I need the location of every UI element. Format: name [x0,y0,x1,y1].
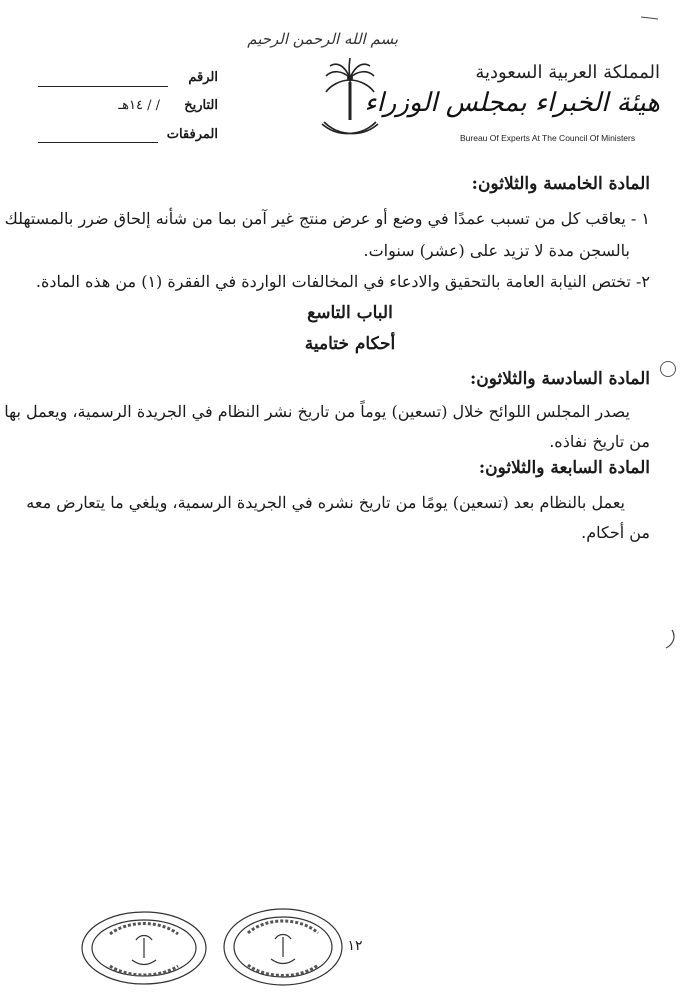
article-35-item-1-line-2: بالسجن مدة لا تزيد على (عشر) سنوات. [363,241,630,260]
reference-label: الرقم [188,70,218,85]
date-label: التاريخ [184,98,218,113]
chapter-title: الباب التاسع [307,303,393,323]
article-37-line-1: يعمل بالنظام بعد (تسعين) يومًا من تاريخ نشره في الجريدة الرسمية، ويلغي ما يتعارض معه [26,493,625,512]
chapter-subtitle: أحكام ختامية [304,334,396,354]
article-37-line-2: من أحكام. [581,523,650,542]
article-35-item-2: ٢- تختص النيابة العامة بالتحقيق والادعاء في المخالفات الواردة في الفقرة (١) من هذه المادة. [35,272,650,291]
circle-mark-icon [660,361,676,377]
attachments-label: المرفقات [166,127,218,142]
bureau-name-english: Bureau Of Experts At The Council Of Ministers [460,133,636,143]
article-36-line-1: يصدر المجلس اللوائح خلال (تسعين) يوماً من تاريخ نشر النظام في الجريدة الرسمية، ويعمل بها [4,402,630,421]
article-36-heading: المادة السادسة والثلاثون: [469,369,650,389]
secretariat-stamp-icon [80,910,208,986]
attachments-line [38,142,158,143]
kingdom-name: المملكة العربية السعودية [475,62,660,83]
basmala-calligraphy: بسم الله الرحمن الرحيم [247,30,398,48]
bureau-stamp-icon [222,907,344,987]
page-number: ١٢ [347,938,363,954]
corner-pen-mark-icon [640,14,660,20]
margin-pen-mark-icon [660,628,680,652]
article-36-line-2: من تاريخ نفاذه. [549,432,650,451]
article-35-heading: المادة الخامسة والثلاثون: [471,174,650,194]
date-value: / / ١٤هـ [118,98,160,113]
reference-line [38,86,168,87]
bureau-name-arabic: هيئة الخبراء بمجلس الوزراء [364,88,660,118]
article-35-item-1-line-1: ١ - يعاقب كل من تسبب عمدًا في وضع أو عرض منتج غير آمن بما من شأنه إلحاق ضرر بالمستهلك [4,209,650,228]
article-37-heading: المادة السابعة والثلاثون: [478,458,650,478]
